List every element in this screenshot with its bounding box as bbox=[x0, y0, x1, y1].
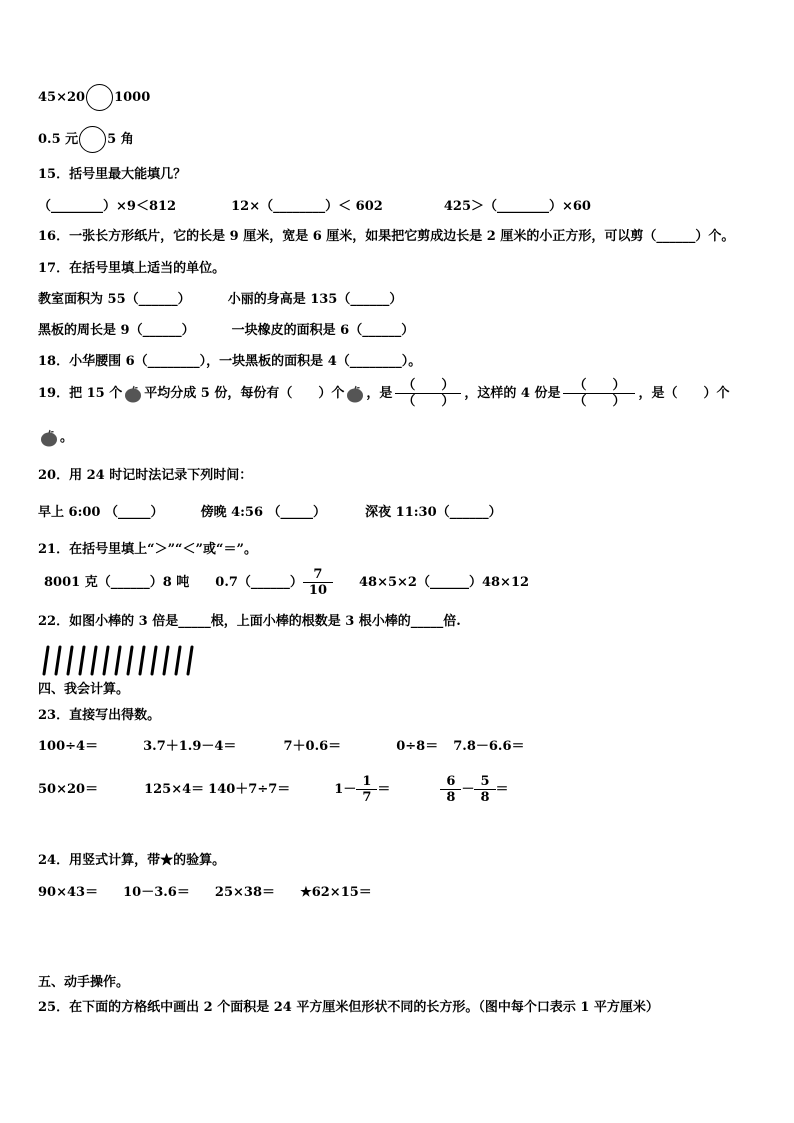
calc-item: 50×20＝ bbox=[38, 781, 99, 797]
calc-item: ＝ bbox=[495, 781, 509, 797]
fraction-7-10 bbox=[306, 567, 330, 598]
question-15-items bbox=[38, 197, 591, 217]
compare-line-1 bbox=[38, 84, 150, 111]
stick bbox=[164, 647, 168, 674]
q17-item: 教室面积为 55（______） bbox=[38, 292, 191, 307]
q21-item: 8001 克（______）8 吨 bbox=[44, 574, 190, 590]
question-24-items bbox=[38, 883, 372, 903]
q17-item: 一块橡皮的面积是 6（______） bbox=[231, 323, 415, 338]
q21-item: 48×5×2（______）48×12 bbox=[359, 574, 530, 590]
fraction-denominator: 8 bbox=[446, 790, 456, 805]
calc-item: 1－ bbox=[334, 781, 357, 797]
fraction-blank[interactable] bbox=[395, 378, 461, 409]
question-24-title: 24．用竖式计算，带★的验算。 bbox=[38, 853, 226, 868]
calc-item: ＝ bbox=[377, 781, 391, 797]
calc-item: 25×38＝ bbox=[214, 885, 275, 900]
fraction-top: （ ） bbox=[402, 378, 455, 393]
question-21-title: 21．在括号里填上“＞”“＜”或“＝”。 bbox=[38, 542, 257, 557]
compare-left: 45×20 bbox=[38, 89, 86, 105]
fraction-denominator: 8 bbox=[480, 790, 490, 805]
fraction-denominator: 10 bbox=[308, 583, 327, 598]
calc-item: 7.8－6.6＝ bbox=[453, 739, 525, 754]
q21-item: 0.7（______） bbox=[215, 574, 303, 590]
question-16: 16．一张长方形纸片，它的长是 9 厘米，宽是 6 厘米，如果把它剪成边长是 2 厘米的小正方形，可以剪（______）个。 bbox=[38, 229, 735, 244]
answer-circle[interactable] bbox=[86, 84, 113, 111]
stick bbox=[176, 647, 180, 674]
q20-item: 早上 6:00 （_____） bbox=[38, 505, 164, 520]
question-17-title: 17．在括号里填上适当的单位。 bbox=[38, 261, 226, 276]
question-18: 18．小华腰围 6（________），一块黑板的面积是 4（________）。 bbox=[38, 354, 422, 369]
question-17-row-2 bbox=[38, 321, 414, 341]
stick bbox=[116, 647, 120, 674]
calc-item: ★62×15＝ bbox=[300, 885, 372, 900]
answer-circle[interactable] bbox=[79, 126, 106, 153]
fraction-denominator: 7 bbox=[362, 790, 372, 805]
q19-text: ，是 bbox=[366, 385, 393, 401]
fraction-numerator: 5 bbox=[480, 774, 490, 789]
stick bbox=[68, 647, 72, 674]
calc-item: 7＋0.6＝ bbox=[283, 739, 342, 754]
stick bbox=[44, 647, 48, 674]
calc-item: 90×43＝ bbox=[38, 885, 99, 900]
question-23-row-2 bbox=[38, 774, 509, 805]
calc-item: 140＋7÷7＝ bbox=[208, 781, 291, 797]
q17-item: 小丽的身高是 135（______） bbox=[227, 292, 403, 307]
compare-line-2 bbox=[38, 126, 134, 153]
q19-text: 19．把 15 个 bbox=[38, 385, 123, 401]
apple-icon bbox=[124, 385, 142, 403]
question-15-title: 15．括号里最大能填几？ bbox=[38, 167, 187, 182]
question-21-items bbox=[44, 567, 529, 598]
q19-text: 。 bbox=[60, 430, 74, 445]
fraction-blank[interactable] bbox=[563, 378, 635, 409]
q19-text: ，是（ ）个 bbox=[638, 385, 730, 401]
fraction-numerator: 6 bbox=[446, 774, 456, 789]
calc-item: 125×4＝ bbox=[144, 781, 205, 797]
q15-item: 425＞（________）×60 bbox=[443, 199, 591, 214]
q17-item: 黑板的周长是 9（______） bbox=[38, 323, 195, 338]
question-17-row-1 bbox=[38, 290, 402, 310]
question-19 bbox=[38, 378, 729, 409]
calc-operator: － bbox=[461, 781, 475, 797]
stick bbox=[92, 647, 96, 674]
q15-item: （________）×9＜812 bbox=[38, 199, 177, 214]
fraction-bottom: （ ） bbox=[573, 394, 626, 409]
q19-text: ，这样的 4 份是 bbox=[464, 385, 561, 401]
calc-item: 10－3.6＝ bbox=[123, 885, 190, 900]
sticks-figure bbox=[40, 644, 200, 676]
q19-text: 平均分成 5 份，每份有（ ）个 bbox=[144, 385, 345, 401]
compare-right: 5 角 bbox=[107, 131, 134, 147]
stick bbox=[128, 647, 132, 674]
fraction-numerator: 7 bbox=[313, 567, 323, 582]
question-23-row-1 bbox=[38, 737, 525, 757]
fraction-1-7 bbox=[359, 774, 374, 805]
stick bbox=[152, 647, 156, 674]
question-20-items bbox=[38, 503, 502, 523]
stick bbox=[188, 647, 192, 674]
calc-item: 0÷8＝ bbox=[396, 739, 439, 754]
fraction-top: （ ） bbox=[573, 378, 626, 393]
calc-item: 3.7＋1.9－4＝ bbox=[143, 739, 237, 754]
fraction-5-8 bbox=[477, 774, 492, 805]
fraction-bottom: （ ） bbox=[402, 394, 455, 409]
stick bbox=[56, 647, 60, 674]
apple-icon bbox=[40, 429, 58, 447]
stick bbox=[140, 647, 144, 674]
q20-item: 傍晚 4:56 （_____） bbox=[200, 505, 327, 520]
question-22: 22．如图小棒的 3 倍是_____根，上面小棒的根数是 3 根小棒的_____倍. bbox=[38, 614, 461, 629]
question-25: 25．在下面的方格纸中画出 2 个面积是 24 平方厘米但形状不同的长方形。（图中每个口表示 1 平方厘米） bbox=[38, 1000, 659, 1015]
q20-item: 深夜 11:30（______） bbox=[365, 505, 502, 520]
section-5-title: 五、动手操作。 bbox=[38, 975, 130, 990]
apple-icon bbox=[346, 385, 364, 403]
question-23-title: 23．直接写出得数。 bbox=[38, 708, 161, 723]
stick bbox=[104, 647, 108, 674]
question-20-title: 20．用 24 时记时法记录下列时间： bbox=[38, 468, 253, 483]
q15-item: 12×（________）＜ 602 bbox=[231, 199, 383, 214]
section-4-title: 四、我会计算。 bbox=[38, 682, 130, 697]
fraction-6-8 bbox=[443, 774, 458, 805]
calc-item: 100÷4＝ bbox=[38, 739, 99, 754]
question-19-continued bbox=[38, 428, 73, 448]
fraction-numerator: 1 bbox=[362, 774, 372, 789]
compare-right: 1000 bbox=[114, 89, 151, 105]
stick bbox=[80, 647, 84, 674]
compare-left: 0.5 元 bbox=[38, 131, 79, 147]
